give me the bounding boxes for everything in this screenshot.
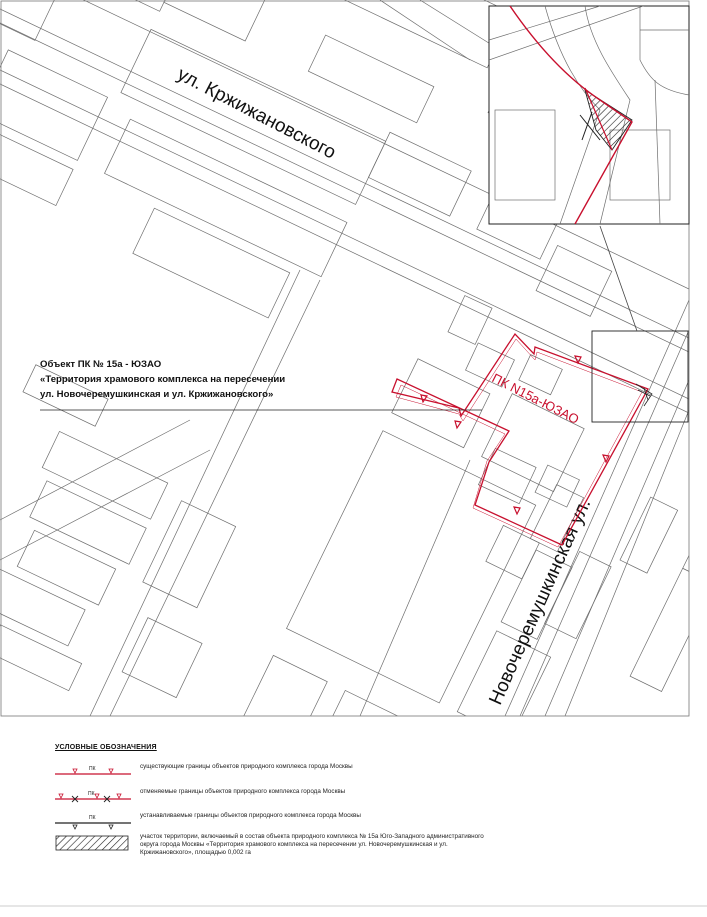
- legend-symbol-established: [55, 812, 131, 834]
- inset-connector-line: [600, 226, 637, 331]
- legend-code: ПК: [89, 766, 96, 772]
- object-title-line3: ул. Новочеремушкинская и ул. Кржижановского»: [40, 389, 274, 400]
- boundary-marker: [421, 395, 427, 402]
- street-label-novocheremushkinskaya: Новочеремушкинская ул.: [485, 495, 596, 709]
- object-title-line1: Объект ПК № 15а - ЮЗАО: [40, 359, 162, 370]
- street-label-krzhizhanovskogo: ул. Кржижановского: [173, 63, 340, 164]
- legend-item-existing: [55, 763, 665, 789]
- legend-text-cancelled: отменяемые границы объектов природного комплекса города Москвы: [140, 788, 346, 795]
- legend-symbol-existing: [55, 763, 131, 785]
- inset-detail-view: [489, 0, 689, 224]
- boundary-marker: [514, 507, 520, 514]
- pk-boundary: [392, 334, 648, 547]
- object-title-line2: «Территория храмового комплекса на пересечении: [40, 374, 286, 385]
- legend-text-established: устанавливаемые границы объектов природного комплекса города Москвы: [140, 812, 361, 819]
- object-title: [40, 357, 340, 402]
- legend-title: УСЛОВНЫЕ ОБОЗНАЧЕНИЯ: [55, 744, 157, 751]
- legend-item-hatched: [55, 833, 665, 859]
- legend-text-existing: существующие границы объектов природного комплекса города Москвы: [140, 763, 353, 770]
- boundary-marker: [455, 421, 461, 428]
- zone-label: ПК N15а-ЮЗАО: [489, 370, 582, 427]
- legend-item-cancelled: [55, 788, 665, 814]
- legend-symbol-hatched: [55, 833, 131, 855]
- legend-code: ПК: [89, 815, 96, 821]
- legend-code: ПК: [88, 791, 95, 797]
- legend-text-hatched: участок территории, включаемый в состав объекта природного комплекса № 15а Юго-Западного административного округа города Москвы «Территория храмового комплекса на пересечении ул. Новочеремушкинская и ул. Кржижановского», площадью 0,002 га: [140, 833, 484, 857]
- legend-symbol-cancelled: [55, 788, 131, 810]
